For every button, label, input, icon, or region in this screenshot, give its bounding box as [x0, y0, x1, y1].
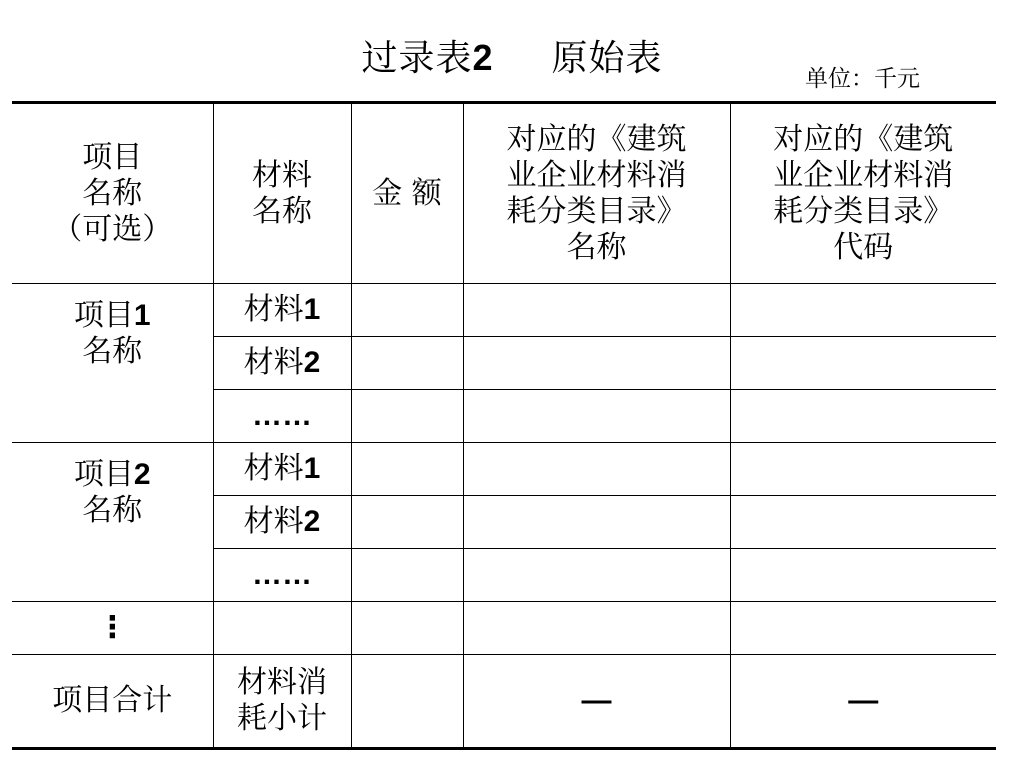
catalog-name-cell: [463, 549, 730, 602]
material-name-cell: [213, 284, 351, 337]
total-project-label: 项目合计: [12, 655, 213, 749]
material-ellipsis: ……: [252, 558, 312, 591]
project-name-line-2: 名称: [82, 493, 143, 528]
material-name-cell: [213, 549, 351, 602]
material-name-cell: [213, 337, 351, 390]
table-row: [12, 284, 996, 337]
title-part1-number: 2: [472, 37, 494, 78]
total-material-label: [213, 655, 351, 749]
vertical-ellipsis: ⋮: [12, 602, 213, 655]
header-material-line-2: 名称: [252, 193, 312, 229]
amount-cell: [351, 549, 463, 602]
material-name-number: 2: [303, 505, 321, 538]
data-table: [12, 101, 996, 750]
header-project-line-3: （可选）: [52, 211, 173, 247]
material-name-cell: [213, 496, 351, 549]
catalog-code-cell: [730, 549, 996, 602]
catalog-code-cell: [730, 496, 996, 549]
catalog-name-cell: [463, 443, 730, 496]
catalog-name-cell: [463, 390, 730, 443]
amount-cell: [351, 390, 463, 443]
title-part2: 原始表: [551, 38, 663, 79]
amount-cell: [351, 443, 463, 496]
project-name-cell: [12, 443, 213, 602]
header-catalog-code-line-4: 代码: [833, 229, 894, 265]
header-material-line-1: 材料: [252, 157, 312, 193]
total-amount-cell: [351, 655, 463, 749]
catalog-code-cell: [730, 443, 996, 496]
header-row: [12, 103, 996, 284]
material-name-prefix: 材料: [243, 504, 304, 539]
material-name-prefix: 材料: [243, 345, 304, 380]
header-catalog-code-line-1: 对应的《建筑: [773, 121, 954, 157]
header-catalog-code: [730, 103, 996, 284]
header-catalog-name-line-2: 业企业材料消: [506, 157, 687, 193]
material-name-prefix: 材料: [243, 451, 304, 486]
material-name-cell: [213, 390, 351, 443]
catalog-name-cell: [463, 337, 730, 390]
material-name-cell: [213, 602, 351, 655]
catalog-name-cell: [463, 496, 730, 549]
material-name-number: 1: [303, 293, 321, 326]
header-material: [213, 103, 351, 284]
total-material-line-2: 耗小计: [237, 701, 327, 736]
header-catalog-code-line-3: 耗分类目录》: [773, 193, 954, 229]
total-catalog-code-dash: —: [730, 655, 996, 749]
catalog-name-cell: [463, 284, 730, 337]
material-name-number: 2: [303, 346, 321, 379]
amount-cell: [351, 602, 463, 655]
total-catalog-name-dash: —: [463, 655, 730, 749]
project-name-line-2: 名称: [82, 334, 143, 369]
header-catalog-code-line-2: 业企业材料消: [773, 157, 954, 193]
project-name-prefix: 项目: [73, 298, 134, 333]
catalog-code-cell: [730, 284, 996, 337]
header-catalog-name-line-4: 名称: [566, 229, 627, 265]
header-catalog-name: [463, 103, 730, 284]
title-part1: 过录表: [361, 38, 473, 79]
project-name-number: 2: [133, 458, 151, 491]
header-project: [12, 103, 213, 284]
amount-cell: [351, 337, 463, 390]
catalog-code-cell: [730, 337, 996, 390]
header-project-line-2: 名称: [82, 175, 143, 211]
table-row: [12, 443, 996, 496]
total-material-line-1: 材料消: [237, 665, 327, 700]
ellipsis-row: [12, 602, 996, 655]
project-name-number: 1: [133, 299, 151, 332]
material-name-number: 1: [303, 452, 321, 485]
project-name-line-1: [12, 457, 213, 493]
catalog-code-cell: [730, 602, 996, 655]
catalog-code-cell: [730, 390, 996, 443]
project-name-prefix: 项目: [73, 457, 134, 492]
amount-cell: [351, 496, 463, 549]
unit-label: 单位：千元: [805, 66, 920, 92]
header-catalog-name-line-3: 耗分类目录》: [506, 193, 687, 229]
catalog-name-cell: [463, 602, 730, 655]
header-catalog-name-line-1: 对应的《建筑: [506, 121, 687, 157]
material-name-prefix: 材料: [243, 292, 304, 327]
total-row: [12, 655, 996, 749]
material-name-cell: [213, 443, 351, 496]
material-ellipsis: ……: [252, 399, 312, 432]
project-name-cell: [12, 284, 213, 443]
header-amount: 金 额: [351, 103, 463, 284]
amount-cell: [351, 284, 463, 337]
project-name-line-1: [12, 298, 213, 334]
header-project-line-1: 项目: [82, 139, 143, 175]
